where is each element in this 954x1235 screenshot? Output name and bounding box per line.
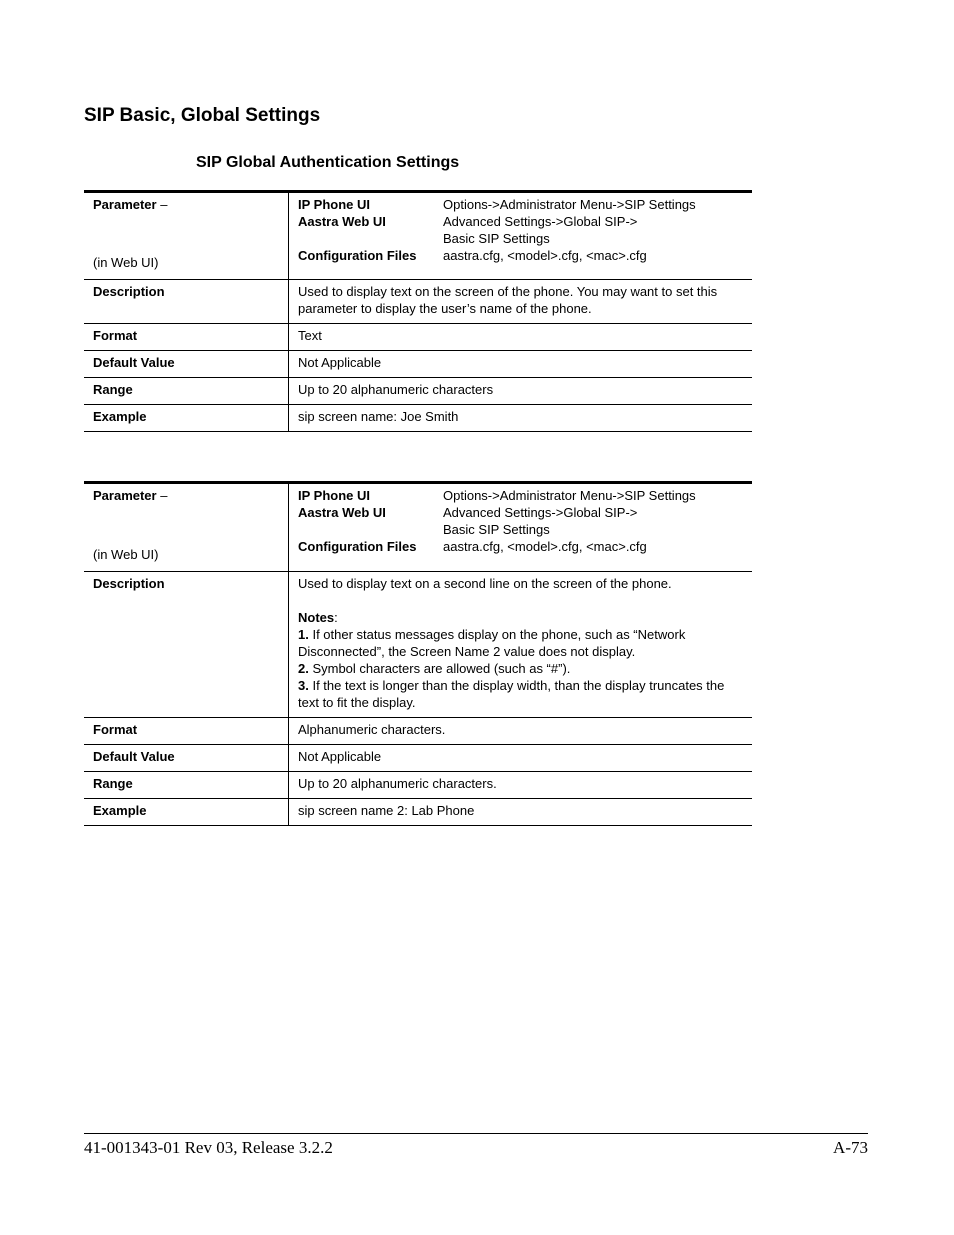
locations-grid: [298, 196, 744, 264]
range-label: Range: [84, 378, 289, 405]
parameter-label: Parameter: [93, 488, 157, 503]
location-key-ip-phone-ui: IP Phone UI: [298, 197, 370, 212]
location-key-web-ui: Aastra Web UI: [298, 214, 386, 229]
example-row: [84, 405, 752, 432]
range-value: Up to 20 alphanumeric characters.: [289, 772, 753, 799]
parameter-table-screen-name-2: [84, 481, 752, 826]
default-label: Default Value: [84, 745, 289, 772]
location-key-blank: [298, 230, 443, 247]
location-key-config-files: Configuration Files: [298, 248, 417, 263]
description-text: Used to display text on the screen of the phone. You may want to set this parameter to display the user’s name of the phone.: [289, 280, 753, 324]
notes-label: Notes: [298, 610, 335, 625]
notes-heading: [298, 609, 744, 626]
default-label: Default Value: [84, 351, 289, 378]
range-row: [84, 378, 752, 405]
format-label: Format: [84, 324, 289, 351]
example-value: sip screen name: Joe Smith: [289, 405, 753, 432]
parameter-row: [84, 483, 752, 572]
location-value-web-ui: Advanced Settings->Global SIP->: [443, 505, 638, 520]
default-row: [84, 745, 752, 772]
note-item: [298, 677, 744, 711]
parameter-table-screen-name: [84, 190, 752, 432]
format-row: [84, 324, 752, 351]
description-text: Used to display text on a second line on the screen of the phone.: [298, 576, 672, 591]
location-value-web-ui-cont: Basic SIP Settings: [443, 522, 550, 537]
parameter-row: [84, 192, 752, 280]
note-number: 3.: [298, 678, 309, 693]
parameter-note: (in Web UI): [93, 255, 159, 270]
notes-colon: :: [334, 610, 338, 625]
location-value-web-ui: Advanced Settings->Global SIP->: [443, 214, 638, 229]
description-row: [84, 572, 752, 718]
range-value: Up to 20 alphanumeric characters: [289, 378, 753, 405]
format-row: [84, 718, 752, 745]
description-label: Description: [84, 280, 289, 324]
note-text: If the text is longer than the display width, than the display truncates the text to fit the display.: [298, 678, 725, 710]
note-number: 1.: [298, 627, 309, 642]
format-value: Alphanumeric characters.: [289, 718, 753, 745]
parameter-dash: –: [156, 488, 168, 503]
location-value-ip-phone-ui: Options->Administrator Menu->SIP Settings: [443, 488, 696, 503]
parameter-label-cell: [84, 192, 289, 280]
location-key-blank: [298, 521, 443, 538]
default-value: Not Applicable: [289, 351, 753, 378]
default-row: [84, 351, 752, 378]
default-value: Not Applicable: [289, 745, 753, 772]
note-item: [298, 660, 744, 677]
parameter-label: Parameter: [93, 197, 157, 212]
description-label: Description: [84, 572, 289, 718]
format-label: Format: [84, 718, 289, 745]
note-text: Symbol characters are allowed (such as “#”).: [308, 661, 571, 676]
section-title: SIP Basic, Global Settings: [84, 105, 321, 126]
footer-rule: [84, 1133, 868, 1134]
location-value-ip-phone-ui: Options->Administrator Menu->SIP Settings: [443, 197, 696, 212]
location-value-config-files: aastra.cfg, <model>.cfg, <mac>.cfg: [443, 248, 647, 263]
note-number: 2.: [298, 661, 309, 676]
subsection-title: SIP Global Authentication Settings: [196, 154, 460, 171]
description-cell: [289, 572, 753, 718]
location-key-ip-phone-ui: IP Phone UI: [298, 488, 370, 503]
note-text: If other status messages display on the phone, such as “Network Disconnected”, the Screen Name 2 value does not display.: [298, 627, 686, 659]
location-value-config-files: aastra.cfg, <model>.cfg, <mac>.cfg: [443, 539, 647, 554]
parameter-locations-cell: [289, 192, 753, 280]
range-row: [84, 772, 752, 799]
description-row: [84, 280, 752, 324]
format-value: Text: [289, 324, 753, 351]
example-row: [84, 799, 752, 826]
parameter-label-cell: [84, 483, 289, 572]
example-label: Example: [84, 405, 289, 432]
example-value: sip screen name 2: Lab Phone: [289, 799, 753, 826]
locations-grid: [298, 487, 744, 555]
parameter-locations-cell: [289, 483, 753, 572]
parameter-dash: –: [156, 197, 168, 212]
location-key-web-ui: Aastra Web UI: [298, 505, 386, 520]
example-label: Example: [84, 799, 289, 826]
location-key-config-files: Configuration Files: [298, 539, 417, 554]
range-label: Range: [84, 772, 289, 799]
footer-doc-id: 41-001343-01 Rev 03, Release 3.2.2: [84, 1138, 333, 1157]
location-value-web-ui-cont: Basic SIP Settings: [443, 231, 550, 246]
note-item: [298, 626, 744, 660]
parameter-note: (in Web UI): [93, 547, 159, 562]
footer-page-number: A-73: [833, 1138, 868, 1157]
